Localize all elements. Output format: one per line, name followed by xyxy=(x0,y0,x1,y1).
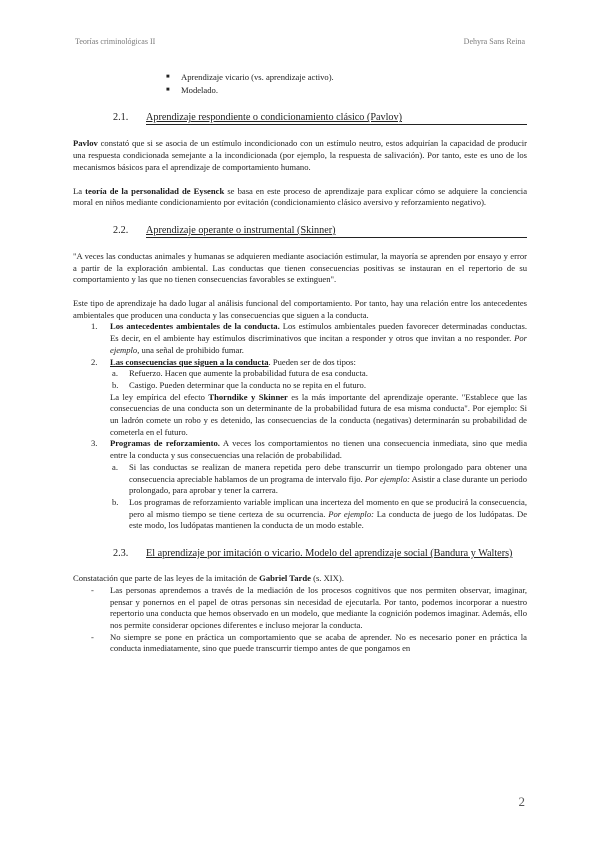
sub-list-item: b. Los programas de reforzamiento variable implican una incerteza del momento en que se producirá la consecuencia, pero al mismo tiempo se tiene certeza de su ocurrencia. Por ejemplo: La conducta de juego de los ludópatas. De este modo, los ludópatas mantienen la conducta de un modo estable. xyxy=(112,496,528,531)
section-heading-2-2 xyxy=(73,225,527,238)
section-title: El aprendizaje por imitación o vicario. Modelo del aprendizaje social (Bandura y Walters) xyxy=(146,548,513,560)
sub-list-item: a. Refuerzo. Hacen que aumente la probabilidad futura de esa conducta. xyxy=(112,368,368,379)
bullet-item: ■ Aprendizaje vicario (vs. aprendizaje activo). xyxy=(73,72,527,84)
page-number: 2 xyxy=(518,794,525,809)
list-number: 1. xyxy=(91,321,98,332)
bullet-item: ■ Modelado. xyxy=(73,85,527,97)
sub-list-item: b. Castigo. Pueden determinar que la conducta no se repita en el futuro. xyxy=(112,379,366,390)
section-number: 2.2. xyxy=(113,224,129,236)
bold-term: Los antecedentes ambientales de la conducta. xyxy=(110,321,280,332)
page-content xyxy=(73,72,527,655)
quote-paragraph: "A veces las conductas animales y humanas se adquieren mediante asociación estimular, la mayoría se aprenden por ensayo y error a partir de la exploración ambiental. Las conductas que tienen consecuencias positivas se instauran en el repertorio de su comportamiento y las que no tienen consecuencias favorables se extinguen". xyxy=(73,250,527,285)
paragraph-functional-analysis: Este tipo de aprendizaje ha dado lugar al análisis funcional del comportamiento. Por tanto, hay una relación entre los antecedentes ambientales que producen una conducta y las consecuencias que siguen a la conducta. xyxy=(73,298,527,320)
list-item: 1. Los antecedentes ambientales de la conducta. Los estímulos ambientales pueden favorecer determinadas conductas. Es decir, en el ambiente hay estímulos discriminativos que incitan a responder y otros que invitan a no responder. Por ejemplo, una señal de prohibido fumar. xyxy=(91,321,527,355)
section-heading-2-1 xyxy=(73,112,527,125)
bold-term: Las consecuencias que siguen a la conducta xyxy=(110,356,269,367)
sub-list-item: a. Si las conductas se realizan de manera repetida pero debe transcurrir un tiempo prolongado para obtener una consecuencia apreciable hablamos de un programa de intervalo fijo. Por ejemplo: Asistir a clase durante un periodo prolongado, para aprobar y tener la carrera. xyxy=(112,461,527,496)
section-title: Aprendizaje operante o instrumental (Skinner) xyxy=(146,225,527,238)
section-number: 2.3. xyxy=(113,548,129,560)
list-number: 2. xyxy=(91,356,98,367)
paragraph-pavlov: Pavlov constató que si se asocia de un estímulo incondicionado con un estímulo neutro, estos adquirían la capacidad de producir una respuesta condicionada semejante a la incondicionada (por ejemplo, la respuesta de salivación). Por tanto, este es uno de los mecanismos básicos para el aprendizaje de comportamiento humano. xyxy=(73,138,527,172)
section-number: 2.1. xyxy=(113,112,129,124)
list-item: 3. Programas de reforzamiento. A veces los comportamientos no tienen una consecuencia inmediata, sino que media entre la conducta y sus consecuencias una relación de probabilidad. xyxy=(91,438,528,461)
list-letter: a. xyxy=(112,368,118,379)
dash-marker: - xyxy=(91,584,94,595)
dash-list-item: - No siempre se pone en práctica un comportamiento que se acaba de aprender. No es necesario poner en práctica la conducta inmediatamente, sino que puede transcurrir tiempo antes de que pongamos en xyxy=(91,631,527,654)
list-letter: b. xyxy=(112,496,119,507)
list-letter: b. xyxy=(112,379,119,390)
header-course: Teorías criminológicas II xyxy=(75,37,156,46)
list-item: 2. Las consecuencias que siguen a la conducta. Pueden ser de dos tipos: xyxy=(91,356,356,367)
list-letter: a. xyxy=(112,461,118,472)
paragraph-tarde: Constatación que parte de las leyes de la imitación de Gabriel Tarde (s. XIX). xyxy=(73,573,344,584)
law-paragraph: La ley empírica del efecto Thorndike y Skinner es la más importante del aprendizaje operante. "Establece que las consecuencias de una conducta son un determinante de la probabilidad futura de esa misma conducta". Por ejemplo: Si un ladrón comete un robo y es detenido, las consecuencias de la conducta (negativas) determinarán su probabilidad de cometerla en el futuro. xyxy=(110,391,527,437)
bold-term: teoría de la personalidad de Eysenck xyxy=(85,185,225,196)
bold-term: Thorndike y Skinner xyxy=(208,391,288,402)
list-number: 3. xyxy=(91,438,98,449)
bold-term: Pavlov xyxy=(73,138,98,149)
bold-term: Programas de reforzamiento. xyxy=(110,438,220,449)
section-heading-2-3 xyxy=(73,548,527,560)
section-title: Aprendizaje respondiente o condicionamiento clásico (Pavlov) xyxy=(146,112,527,125)
bold-term: Gabriel Tarde xyxy=(259,573,311,584)
dash-marker: - xyxy=(91,631,94,642)
dash-list-item: - Las personas aprendemos a través de la mediación de los procesos cognitivos que nos permiten observar, imaginar, pensar y ponernos en el papel de otras personas sin necesidad de ejecutarla. Por tanto, podemos incorporar a nuestro repertorio una conducta que hemos observado en un modelo, que mediante la cognición podemos imaginar. Además, ello nos permite considerar opciones diferentes e incluso mejorar la conducta. xyxy=(91,584,527,630)
paragraph-eysenck: La teoría de la personalidad de Eysenck se basa en este proceso de aprendizaje para explicar cómo se adquiere la conciencia moral en niños mediante condicionamiento por evitación (condicionamiento clásico aversivo y reforzamiento negativo). xyxy=(73,185,528,208)
header-author: Dehyra Sans Reina xyxy=(463,37,525,46)
